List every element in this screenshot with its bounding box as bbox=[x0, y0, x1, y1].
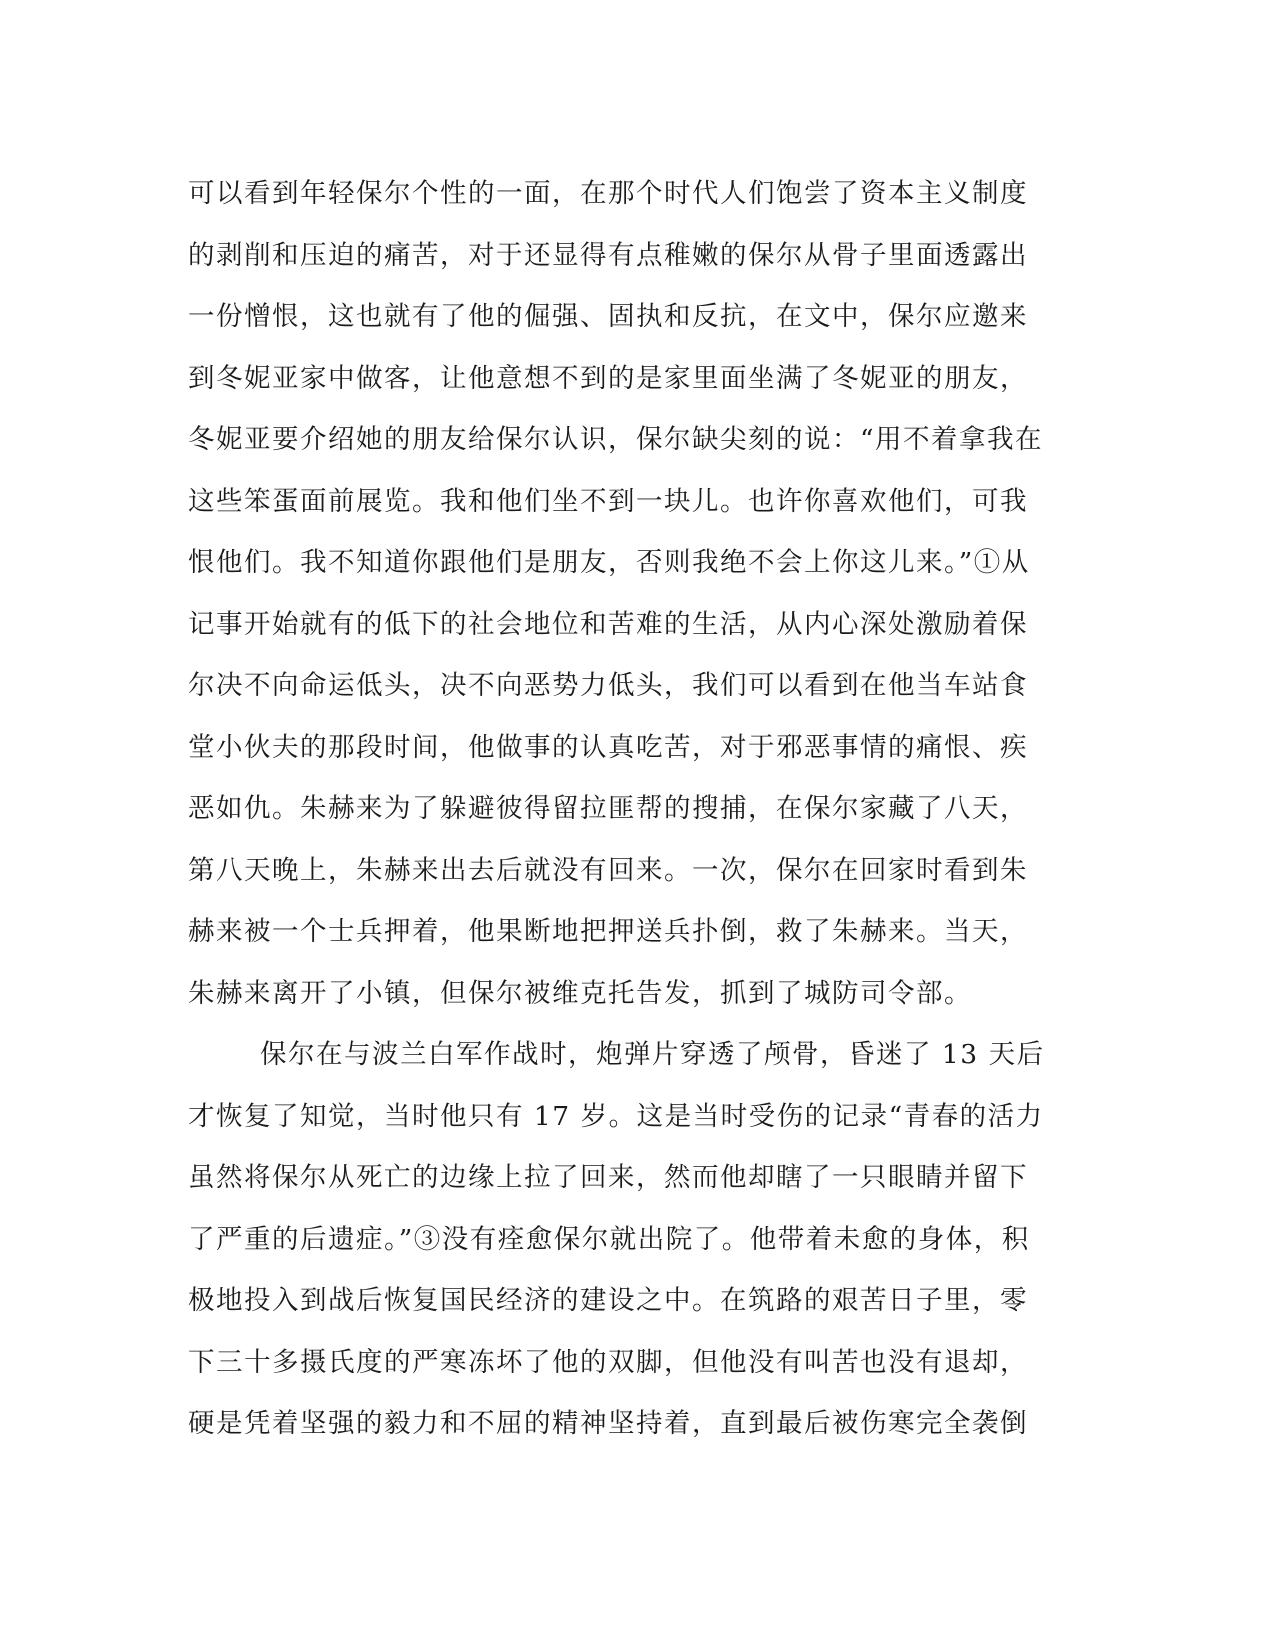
text-line: 记事开始就有的低下的社会地位和苦难的生活，从内心深处激励着保 bbox=[188, 608, 1028, 640]
text-line: 这些笨蛋面前展览。我和他们坐不到一块儿。也许你喜欢他们，可我 bbox=[188, 485, 1028, 517]
text-line: 下三十多摄氏度的严寒冻坏了他的双脚，但他没有叫苦也没有退却， bbox=[188, 1346, 1028, 1378]
text-line: 赫来被一个士兵押着，他果断地把押送兵扑倒，救了朱赫来。当天， bbox=[188, 916, 1028, 947]
text-line: 一份憎恨，这也就有了他的倔强、固执和反抗，在文中，保尔应邀来 bbox=[188, 301, 1028, 332]
text-line: 朱赫来离开了小镇，但保尔被维克托告发，抓到了城防司令部。 bbox=[188, 977, 972, 1009]
text-line: 尔决不向命运低头，决不向恶势力低头，我们可以看到在他当车站食 bbox=[188, 670, 1028, 701]
text-line: 才恢复了知觉，当时他只有 17 岁。这是当时受伤的记录“青春的活力 bbox=[188, 1100, 1044, 1132]
text-line: 的剥削和压迫的痛苦，对于还显得有点稚嫩的保尔从骨子里面透露出 bbox=[188, 239, 1028, 271]
text-line: 虽然将保尔从死亡的边缘上拉了回来，然而他却瞎了一只眼睛并留下 bbox=[188, 1162, 1028, 1193]
text-line: 恨他们。我不知道你跟他们是朋友，否则我绝不会上你这儿来。”①从 bbox=[188, 547, 1030, 578]
text-line: 可以看到年轻保尔个性的一面，在那个时代人们饱尝了资本主义制度 bbox=[188, 178, 1028, 209]
paragraph-first-line: 保尔在与波兰白军作战时，炮弹片穿透了颅骨，昏迷了 13 天后 bbox=[260, 1039, 1045, 1070]
text-line: 到冬妮亚家中做客，让他意想不到的是家里面坐满了冬妮亚的朋友， bbox=[188, 362, 1028, 394]
text-line: 第八天晚上，朱赫来出去后就没有回来。一次，保尔在回家时看到朱 bbox=[188, 854, 1028, 886]
body-text bbox=[188, 163, 1088, 1455]
text-line: 极地投入到战后恢复国民经济的建设之中。在筑路的艰苦日子里，零 bbox=[188, 1285, 1028, 1316]
text-line: 恶如仇。朱赫来为了躲避彼得留拉匪帮的搜捕，在保尔家藏了八天， bbox=[188, 793, 1028, 824]
text-line: 堂小伙夫的那段时间，他做事的认真吃苦，对于邪恶事情的痛恨、疾 bbox=[188, 731, 1028, 763]
text-line: 了严重的后遗症。”③没有痊愈保尔就出院了。他带着未愈的身体，积 bbox=[188, 1223, 1030, 1255]
text-line: 冬妮亚要介绍她的朋友给保尔认识，保尔缺尖刻的说：“用不着拿我在 bbox=[188, 424, 1044, 455]
text-line: 硬是凭着坚强的毅力和不屈的精神坚持着，直到最后被伤寒完全袭倒 bbox=[188, 1408, 1028, 1439]
